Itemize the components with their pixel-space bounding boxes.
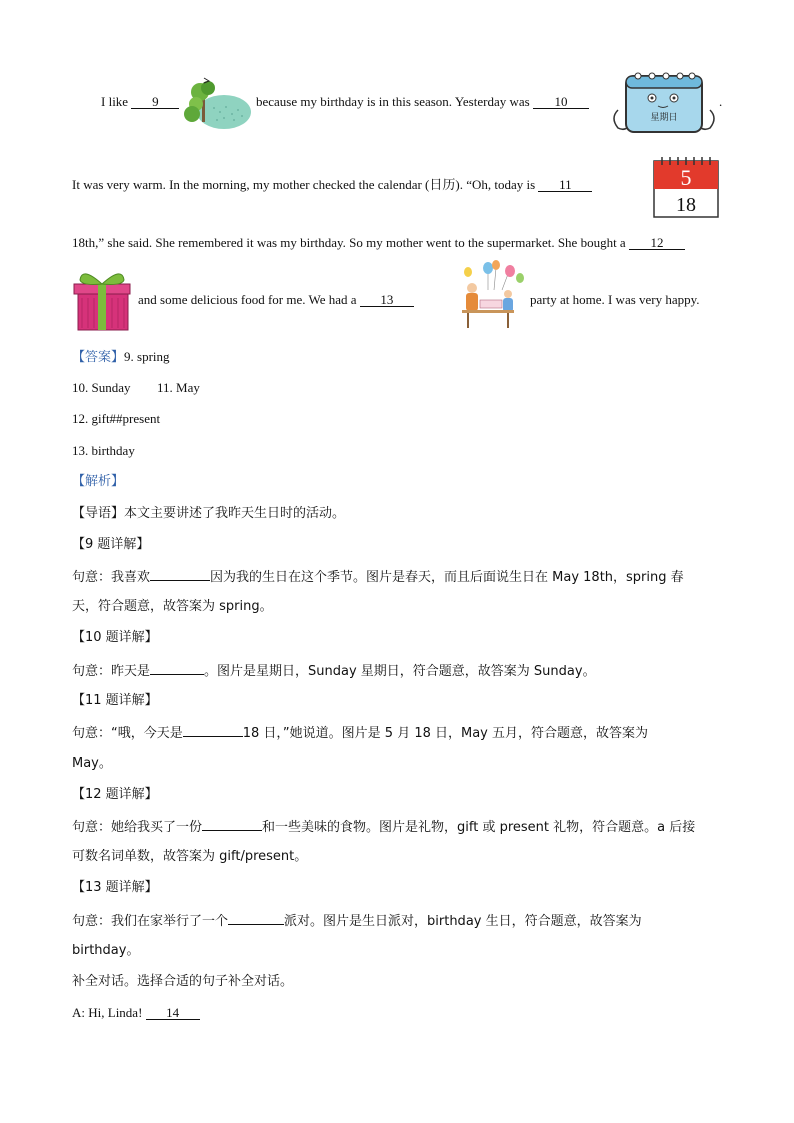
q10-heading: 【10 题详解】 (72, 630, 158, 645)
q13-line-1: 句意：我们在家举行了一个 派对。图片是生日派对，birthday 生日，符合题意，故答案为 (72, 914, 642, 929)
blank-10: 10 (533, 95, 589, 109)
answer-label: 【答案】 (72, 350, 125, 365)
q9-line-2: 天，符合题意，故答案为 spring。 (72, 599, 273, 614)
date-calendar-icon (652, 155, 720, 219)
analysis-label: 【解析】 (72, 474, 125, 489)
q9-line-1: 句意：我喜欢 因为我的生日在这个季节。图片是春天，而且后面说生日在 May 18th，spring 春 (72, 570, 684, 585)
q12-line-2: 可数名词单数，故答案为 gift/present。 (72, 849, 308, 864)
calendar-sign-text: 星期日 (650, 113, 678, 123)
q13-line-2: birthday。 (72, 943, 140, 958)
gift-box-icon (72, 266, 132, 332)
calendar-month: 5 (680, 165, 692, 190)
passage-line-4b: party at home. I was very happy. (530, 292, 700, 307)
answer-line-10-11: 10. Sunday 11. May (72, 380, 200, 395)
passage-line-4: and some delicious food for me. We had a 13 (138, 292, 414, 308)
answer-line-12: 12. gift##present (72, 411, 161, 426)
answer-line-9: 【答案】9. spring (72, 349, 170, 365)
next-instruction: 补全对话。选择合适的句子补全对话。 (72, 974, 294, 989)
blank-12: 12 (629, 236, 685, 250)
intro-line: 【导语】本文主要讲述了我昨天生日时的活动。 (72, 506, 346, 521)
sunday-calendar-icon (612, 68, 716, 138)
birthday-party-icon (454, 260, 528, 334)
q11-line-2: May。 (72, 756, 112, 771)
dialogue-line-a: A: Hi, Linda! 14 (72, 1005, 200, 1021)
blank-9: 9 (131, 95, 179, 109)
q11-heading: 【11 题详解】 (72, 693, 158, 708)
passage-line-1: I like 9 (101, 94, 179, 110)
q12-line-1: 句意：她给我买了一份 和一些美味的食物。图片是礼物，gift 或 present 礼物，符合题意。a 后接 (72, 820, 696, 835)
q11-line-1: 句意：“哦，今天是 18 日，”她说道。图片是 5 月 18 日，May 五月，符合题意，故答案为 (72, 726, 649, 741)
blank-13: 13 (360, 293, 414, 307)
passage-period: . (719, 94, 723, 109)
passage-line-3: 18th,” she said. She remembered it was my birthday. So my mother went to the supermarket. She bought a 12 (72, 235, 685, 251)
q12-heading: 【12 题详解】 (72, 787, 158, 802)
spring-picture-icon (184, 74, 252, 132)
calendar-day: 18 (676, 194, 696, 216)
answer-line-13: 13. birthday (72, 443, 135, 458)
blank-11: 11 (538, 178, 592, 192)
q13-heading: 【13 题详解】 (72, 880, 158, 895)
passage-line-2: It was very warm. In the morning, my mother checked the calendar (日历). “Oh, today is 11 (72, 177, 592, 193)
passage-line-1b: because my birthday is in this season. Yesterday was 10 (256, 94, 589, 110)
q9-heading: 【9 题详解】 (72, 537, 150, 552)
q10-line-1: 句意：昨天是 。图片是星期日，Sunday 星期日，符合题意，故答案为 Sunday。 (72, 664, 596, 679)
blank-14: 14 (146, 1006, 200, 1020)
